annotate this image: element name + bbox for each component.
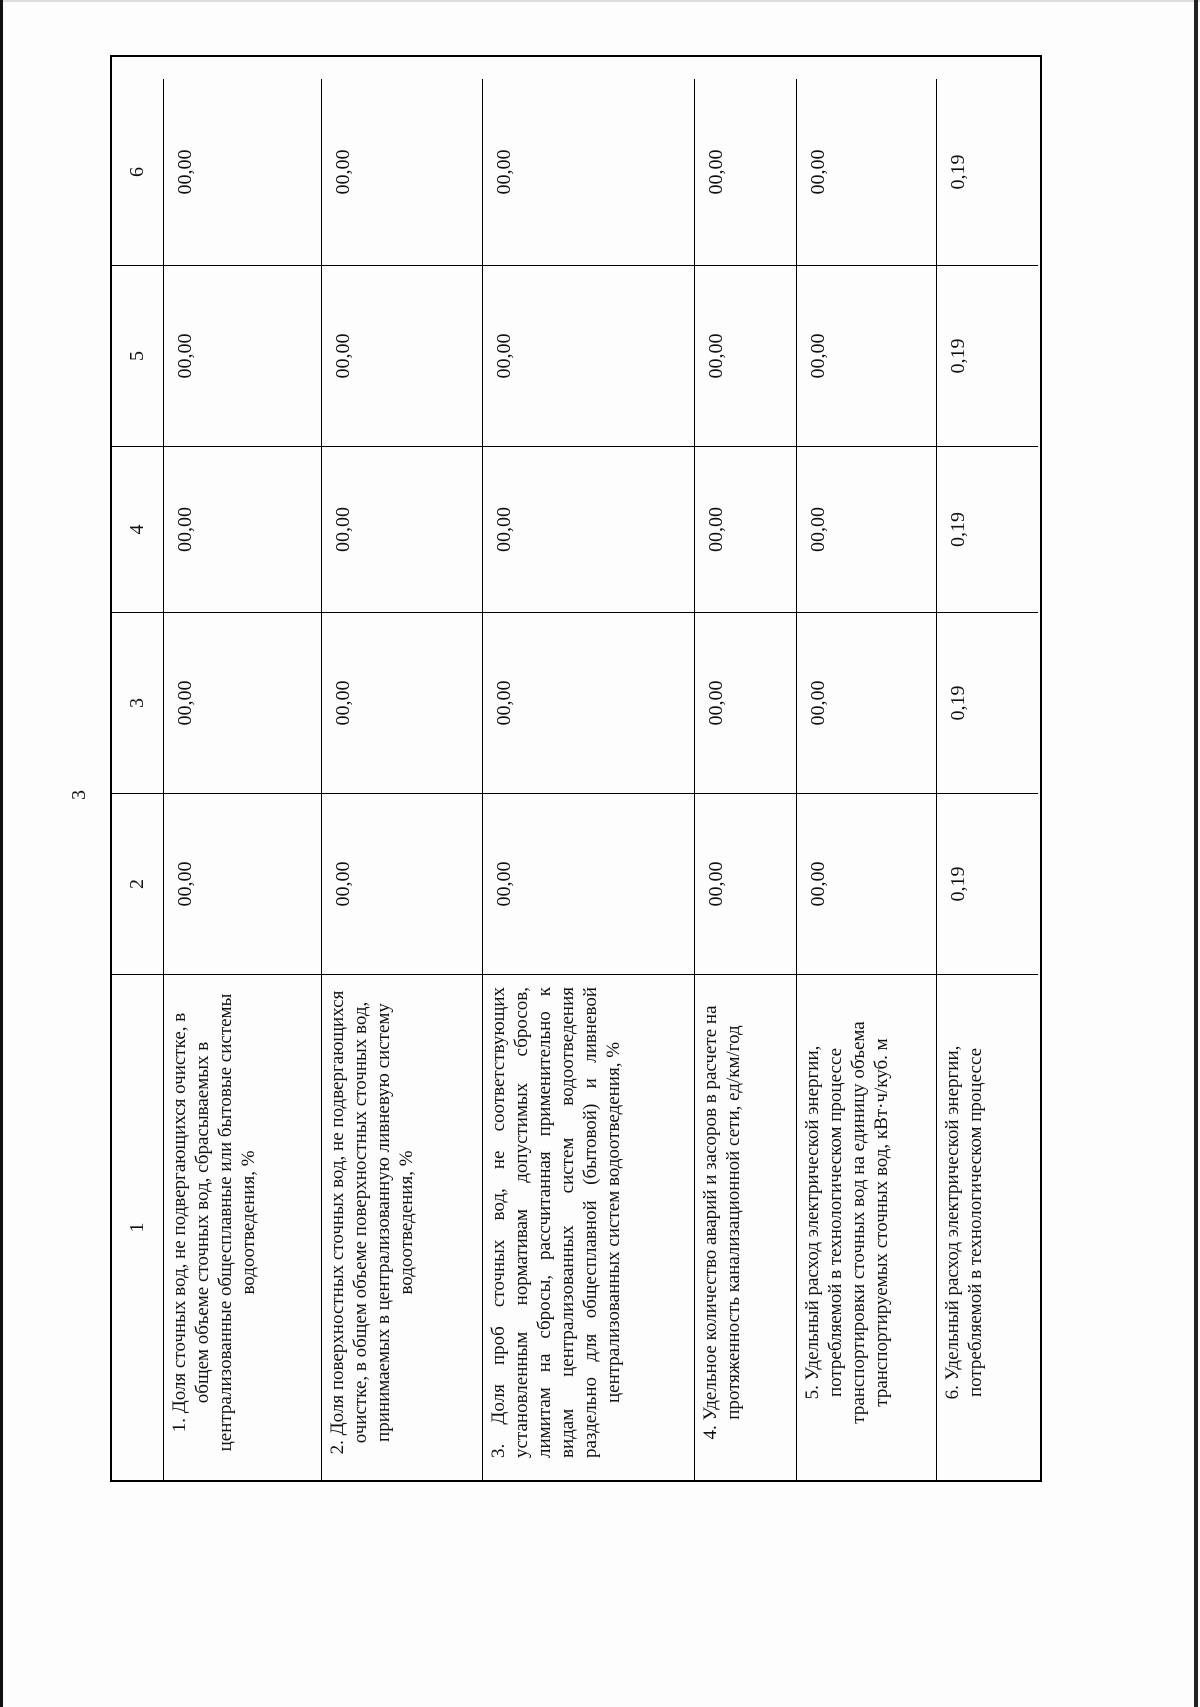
table-header-col-1: 1: [112, 974, 164, 1480]
table-header-col-3: 3: [112, 612, 164, 793]
table-row-2-value: 00,00: [322, 612, 483, 793]
table-row-3-value: 00,00: [483, 446, 695, 612]
table-header-col-2: 2: [112, 793, 164, 974]
table-row-4-label: 4. Удельное количество аварий и засоров в расчете на протяженность канализационной сети, ед/км/год: [695, 974, 797, 1480]
table-row-1-value: 00,00: [164, 446, 322, 612]
table-row-6-label: 6. Удельный расход электрической энергии, потребляемой в технологическом процессе: [937, 974, 1038, 1480]
table-header-col-5: 5: [112, 265, 164, 446]
table-row-4-value: 00,00: [695, 612, 797, 793]
table-row-1-value: 00,00: [164, 79, 322, 265]
table-row-3-value: 00,00: [483, 79, 695, 265]
page-number: 3: [68, 790, 90, 800]
table-row-4-value: 00,00: [695, 79, 797, 265]
table-header-col-6: 6: [112, 79, 164, 265]
table-row-6-value: 0,19: [937, 265, 1038, 446]
table-row-6-value: 0,19: [937, 446, 1038, 612]
table-row-2-value: 00,00: [322, 446, 483, 612]
table-row-5-value: 00,00: [797, 446, 937, 612]
table-row-4-value: 00,00: [695, 265, 797, 446]
table-row-3-value: 00,00: [483, 793, 695, 974]
table-row-4-value: 00,00: [695, 793, 797, 974]
table-row-5-label: 5. Удельный расход электрической энергии, потребляемой в технологическом процессе транспортировки сточных вод на единицу объема транспортируемых сточных вод, кВт·ч/куб. м: [797, 974, 937, 1480]
scan-right-edge: [1194, 0, 1198, 1707]
table-row-2-value: 00,00: [322, 265, 483, 446]
table-row-1-label: 1. Доля сточных вод, не подвергающихся очистке, в общем объеме сточных вод, сбрасываемых в централизованные общесплавные или бытовые системы водоотведения, %: [164, 974, 322, 1480]
table-row-1-value: 00,00: [164, 793, 322, 974]
table-row-3-value: 00,00: [483, 265, 695, 446]
table-row-2-value: 00,00: [322, 79, 483, 265]
table-header-col-4: 4: [112, 446, 164, 612]
table-row-6-value: 0,19: [947, 154, 969, 190]
table-row-5-value: 00,00: [797, 265, 937, 446]
table-row-1-value: 00,00: [164, 265, 322, 446]
scan-left-edge: [0, 0, 3, 1707]
table-row-2-value: 00,00: [322, 793, 483, 974]
table-row-5-value: 00,00: [797, 612, 937, 793]
table-row-5-value: 00,00: [797, 793, 937, 974]
table-row-4-value: 00,00: [695, 446, 797, 612]
table-row-6-value: 0,19: [937, 793, 1038, 974]
indicators-table: [110, 55, 1042, 1482]
table-row-6-value: 0,19: [937, 612, 1038, 793]
table-row-2-label: 2. Доля поверхностных сточных вод, не подвергающихся очистке, в общем объеме поверхностных сточных вод, принимаемых в централизованную ливневую систему водоотведения, %: [322, 974, 483, 1480]
scan-top-edge: [0, 0, 1200, 2]
table-row-3-value: 00,00: [483, 612, 695, 793]
table-row-1-value: 00,00: [164, 612, 322, 793]
table-row-5-value: 00,00: [797, 79, 937, 265]
table-row-3-label: 3. Доля проб сточных вод, не соответствующих установленным нормативам допустимых сбросов, лимитам на сбросы, рассчитанная применительно к видам централизованных систем водоотведения раздельно для общесплавной (бытовой) и ливневой централизованных систем водоотведения, %: [483, 974, 695, 1480]
